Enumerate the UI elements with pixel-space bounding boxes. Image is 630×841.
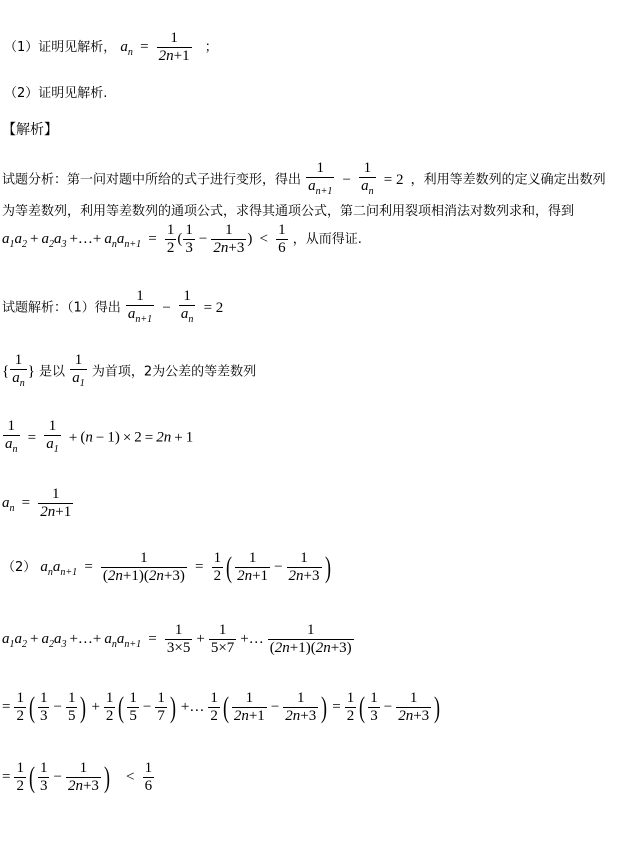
solution-line-7: = $\frac{1}{2}$ ( $\frac{1}{3}$ − $\frac{1}{5}$ ) + $\frac{1}{2}$ ( $\frac{1}{5}$ − $\frac{1}{7}$ ) +… $\frac{1}{2}$ ( $\frac{1}{2n+1}$ − $\frac{1}{2n+3}$ ) = $\frac{1}{2}$ ( $\frac{1}{3}$ − $\frac{1}{2n+3}$ ): [2, 690, 441, 724]
answer-line-2: （2）证明见解析.: [4, 86, 108, 101]
analysis-line-2: 为等差数列，利用等差数列的通项公式，求得其通项公式，第二问利用裂项相消法对数列求和，得到: [2, 204, 575, 219]
answer-part1-prefix: （1）证明见解析，: [4, 40, 117, 55]
solution-seq-text: 是以: [39, 364, 66, 380]
math-a-n: $a_n$: [120, 39, 133, 58]
analysis-line-1: 试题分析：第一问对题中所给的式子进行变形，得出 $\frac{1}{a_{n+1}}$ − $\frac{1}{a_n}$ = 2 ，利用等差数列的定义确定出数列: [2, 160, 606, 197]
solution-lead: 试题解析：（1）得出: [2, 300, 121, 316]
solution-line-5: （2） $a_na_{n+1}$ = $\frac{1}{(2n+1)(2n+3)}$ = $\frac{1}{2}$ ( $\frac{1}{2n+1}$ − $\frac{1}{2n+3}$ ): [2, 550, 331, 584]
solution-line-6: $a_1a_2 + a_2a_3$ +…+ $a_na_{n+1}$ = $\frac{1}{3\times 5}$ + $\frac{1}{5\times 7}$ +… $\frac{1}{(2n+1)(2n+3)}$: [2, 622, 352, 656]
solution-line-2: { $\frac{1}{a_n}$ } 是以 $\frac{1}{a_1}$ 为首项，2为公差的等差数列: [2, 352, 257, 389]
solution-line-3: $\frac{1}{a_n}$ = $\frac{1}{a_1}$ + (n − 1) × 2 = 2n + 1: [5, 418, 194, 455]
fraction: $\frac{1}{2n+1}$: [158, 30, 190, 64]
analysis-line-3: $a_1a_2 + a_2a_3$ +…+ $a_na_{n+1}$ = $\frac{1}{2}$ ( $\frac{1}{3}$ − $\frac{1}{2n+3}$ ) < $\frac{1}{6}$ ，从而得证.: [2, 222, 362, 256]
solution-part2-label: （2）: [2, 560, 37, 575]
solution-seq-text2: 为首项，2为公差的等差数列: [91, 364, 257, 380]
section-heading: 【解析】: [2, 122, 58, 138]
answer-part1-suffix: ；: [204, 40, 218, 55]
analysis-tail: ，从而得证.: [292, 232, 362, 247]
analysis-mid: ，利用等差数列的定义确定出数列: [410, 172, 606, 188]
solution-line-4: $a_n$ = $\frac{1}{2n+1}$: [2, 486, 72, 520]
solution-line-8: = $\frac{1}{2}$ ( $\frac{1}{3}$ − $\frac{1}{2n+3}$ ) < $\frac{1}{6}$: [2, 760, 153, 794]
answer-line-1: （1）证明见解析， $a_n$ = $\frac{1}{2n+1}$ ；: [4, 30, 218, 64]
analysis-lead: 试题分析：第一问对题中所给的式子进行变形，得出: [2, 172, 302, 188]
solution-line-1: 试题解析：（1）得出 $\frac{1}{a_{n+1}}$ − $\frac{1}{a_n}$ = 2: [2, 288, 224, 325]
